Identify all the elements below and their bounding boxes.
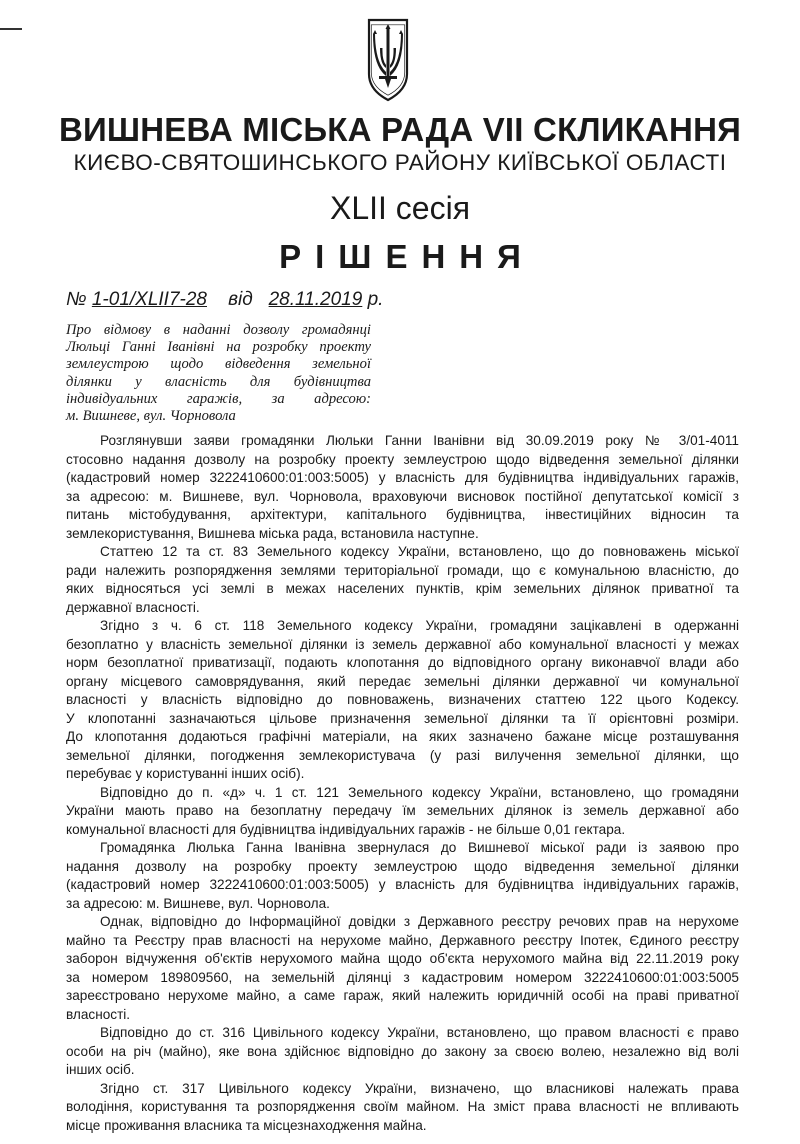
body-line: майно та Реєстру прав власності на нерухоме майно, Державного реєстру Іпотек, Єдиного реєстру xyxy=(66,932,739,948)
body-line: надання дозволу на розробку проекту землеустрою щодо відведення земельної ділянки xyxy=(66,858,739,874)
decision-date: 28.11.2019 xyxy=(268,289,363,310)
session-title: XLII сесія xyxy=(329,190,471,226)
body-line: Відповідно до п. «д» ч. 1 ст. 121 Земельного кодексу України, встановлено, що громадяни xyxy=(100,784,739,800)
trident-coat-of-arms-icon xyxy=(365,18,411,102)
body-line: перебуває у користуванні інших осіб). xyxy=(66,766,305,781)
decision-subject xyxy=(66,322,371,425)
body-line: (кадастровий номер 3222410600:01:003:5005) у власність для будівництва індивідуальних гаражів, xyxy=(66,470,739,485)
council-name: ВИШНЕВА МІСЬКА РАДА VII СКЛИКАННЯ xyxy=(58,111,742,148)
body-line: (кадастровий номер 3222410600:01:003:5005) у власність для будівництва індивідуальних гаражів, xyxy=(66,877,739,892)
body-line: Згідно ст. 317 Цивільного кодексу України, визначено, що власникові належать права xyxy=(100,1080,739,1096)
body-line: за номером 189809560, на земельній ділянці з кадастровим номером 3222410600:01:003:5005 xyxy=(66,969,739,985)
body-line: заборон відчуження об'єктів нерухомого майна щодо об'єкта нерухомого майна від 22.11.2019 року xyxy=(66,951,739,966)
body-line: за адресою: м. Вишневе, вул. Чорновола. xyxy=(66,895,330,911)
body-paragraph xyxy=(66,784,739,840)
subject-line: ділянки у власність для будівництва xyxy=(66,373,371,390)
scan-mark xyxy=(0,28,22,30)
subject-line: Люльці Ганні Іванівні на розробку проекту xyxy=(66,339,371,356)
document-type: РІШЕННЯ xyxy=(279,238,535,275)
decision-body xyxy=(66,432,739,1135)
body-line: Статтею 12 та ст. 83 Земельного кодексу України, встановлено, що до повноважень міської xyxy=(100,544,739,559)
body-line: особи на річ (майно), яке вона здійснює відповідно до закону за своєю волею, незалежно від волі xyxy=(66,1043,739,1059)
decision-number-line xyxy=(66,289,383,311)
body-paragraph xyxy=(66,913,739,1024)
number-prefix: № xyxy=(66,289,87,310)
body-line: норм безоплатної приватизації, подають клопотання до відповідного органу виконавчої влади або xyxy=(66,655,739,670)
date-suffix: р. xyxy=(367,289,384,310)
subject-line: Про відмову в наданні дозволу громадянці xyxy=(66,322,371,338)
body-paragraph xyxy=(66,839,739,913)
body-line: яких відносяться усі землі в межах населених пунктів, крім земельних ділянок приватної та xyxy=(66,581,739,596)
body-paragraph xyxy=(66,1080,739,1136)
body-paragraph xyxy=(66,543,739,617)
body-line: До клопотання додаються графічні матеріали, на яких зазначено бажане місце розташування xyxy=(66,729,739,744)
body-line: України мають право на безоплатну передачу їм земельних ділянок із земель державної або xyxy=(66,803,739,818)
body-line: питань містобудування, архітектури, капітального будівництва, інвестиційних відносин та xyxy=(66,507,739,522)
body-line: зареєстровано нерухоме майно, а саме гараж, який належить юридичній особі на праві приватної xyxy=(66,988,739,1003)
body-line: Згідно з ч. 6 ст. 118 Земельного кодексу України, громадяни зацікавлені в одержанні xyxy=(100,618,739,633)
subject-line: індивідуальних гаражів, за адресою: xyxy=(66,390,371,407)
body-line: Розглянувши заяви громадянки Люльки Ганни Іванівни від 30.09.2019 року № 3/01-4011 xyxy=(100,433,739,448)
body-line: володіння, користування та розпорядження своїм майном. На зміст права власності не впливають xyxy=(66,1099,739,1114)
body-line: Відповідно до ст. 316 Цивільного кодексу України, встановлено, що правом власності є право xyxy=(100,1025,739,1040)
body-line: за адресою: м. Вишневе, вул. Чорновола, враховуючи висновок постійної депутатської комісії з xyxy=(66,488,739,504)
body-line: безоплатно у власність земельної ділянки із земель державної або комунальної власності у межах xyxy=(66,636,739,652)
subject-line: м. Вишневе, вул. Чорновола xyxy=(66,408,236,425)
district-name: КИЄВО-СВЯТОШИНСЬКОГО РАЙОНУ КИЇВСЬКОЇ ОБЛАСТІ xyxy=(73,150,727,175)
body-paragraph xyxy=(66,432,739,543)
body-line: Громадянка Люлька Ганна Іванівна звернулася до Вишневої міської ради із заявою про xyxy=(100,840,739,855)
body-line: інших осіб. xyxy=(66,1062,135,1077)
body-line: землекористування, Вишнева міська рада, встановила наступне. xyxy=(66,525,479,541)
body-line: власності. xyxy=(66,1006,131,1022)
body-line: ради належить розпорядження землями територіальної громади, що є комунальною власністю, до xyxy=(66,562,739,578)
body-line: Однак, відповідно до Інформаційної довідки з Державного реєстру речових прав на нерухоме xyxy=(100,914,739,929)
body-line: місце проживання власника та місцезнаходження майна. xyxy=(66,1117,427,1133)
subject-line: землеустрою щодо відведення земельної xyxy=(66,356,371,373)
decision-number: 1-01/XLII7-28 xyxy=(91,289,207,310)
body-line: державної власності. xyxy=(66,599,200,615)
body-line: власності у власність відповідно до повноважень, визначених статтею 122 цього Кодексу. xyxy=(66,692,739,707)
body-line: земельної ділянки, погодження землекористувача (у разі вилучення земельної ділянки, що xyxy=(66,747,739,763)
body-paragraph xyxy=(66,1024,739,1080)
body-line: У клопотанні зазначаються цільове призначення земельної ділянки та її орієнтовні розміри. xyxy=(66,710,739,726)
body-line: органу місцевого самоврядування, який передає земельні ділянки державної чи комунальної xyxy=(66,673,739,689)
date-prefix: від xyxy=(228,289,253,310)
body-line: стосовно надання дозволу на розробку проекту землеустрою щодо відведення земельної ділянки xyxy=(66,451,739,467)
body-paragraph xyxy=(66,617,739,784)
body-line: комунальної власності для будівництва індивідуальних гаражів - не більше 0,01 гектара. xyxy=(66,821,626,837)
